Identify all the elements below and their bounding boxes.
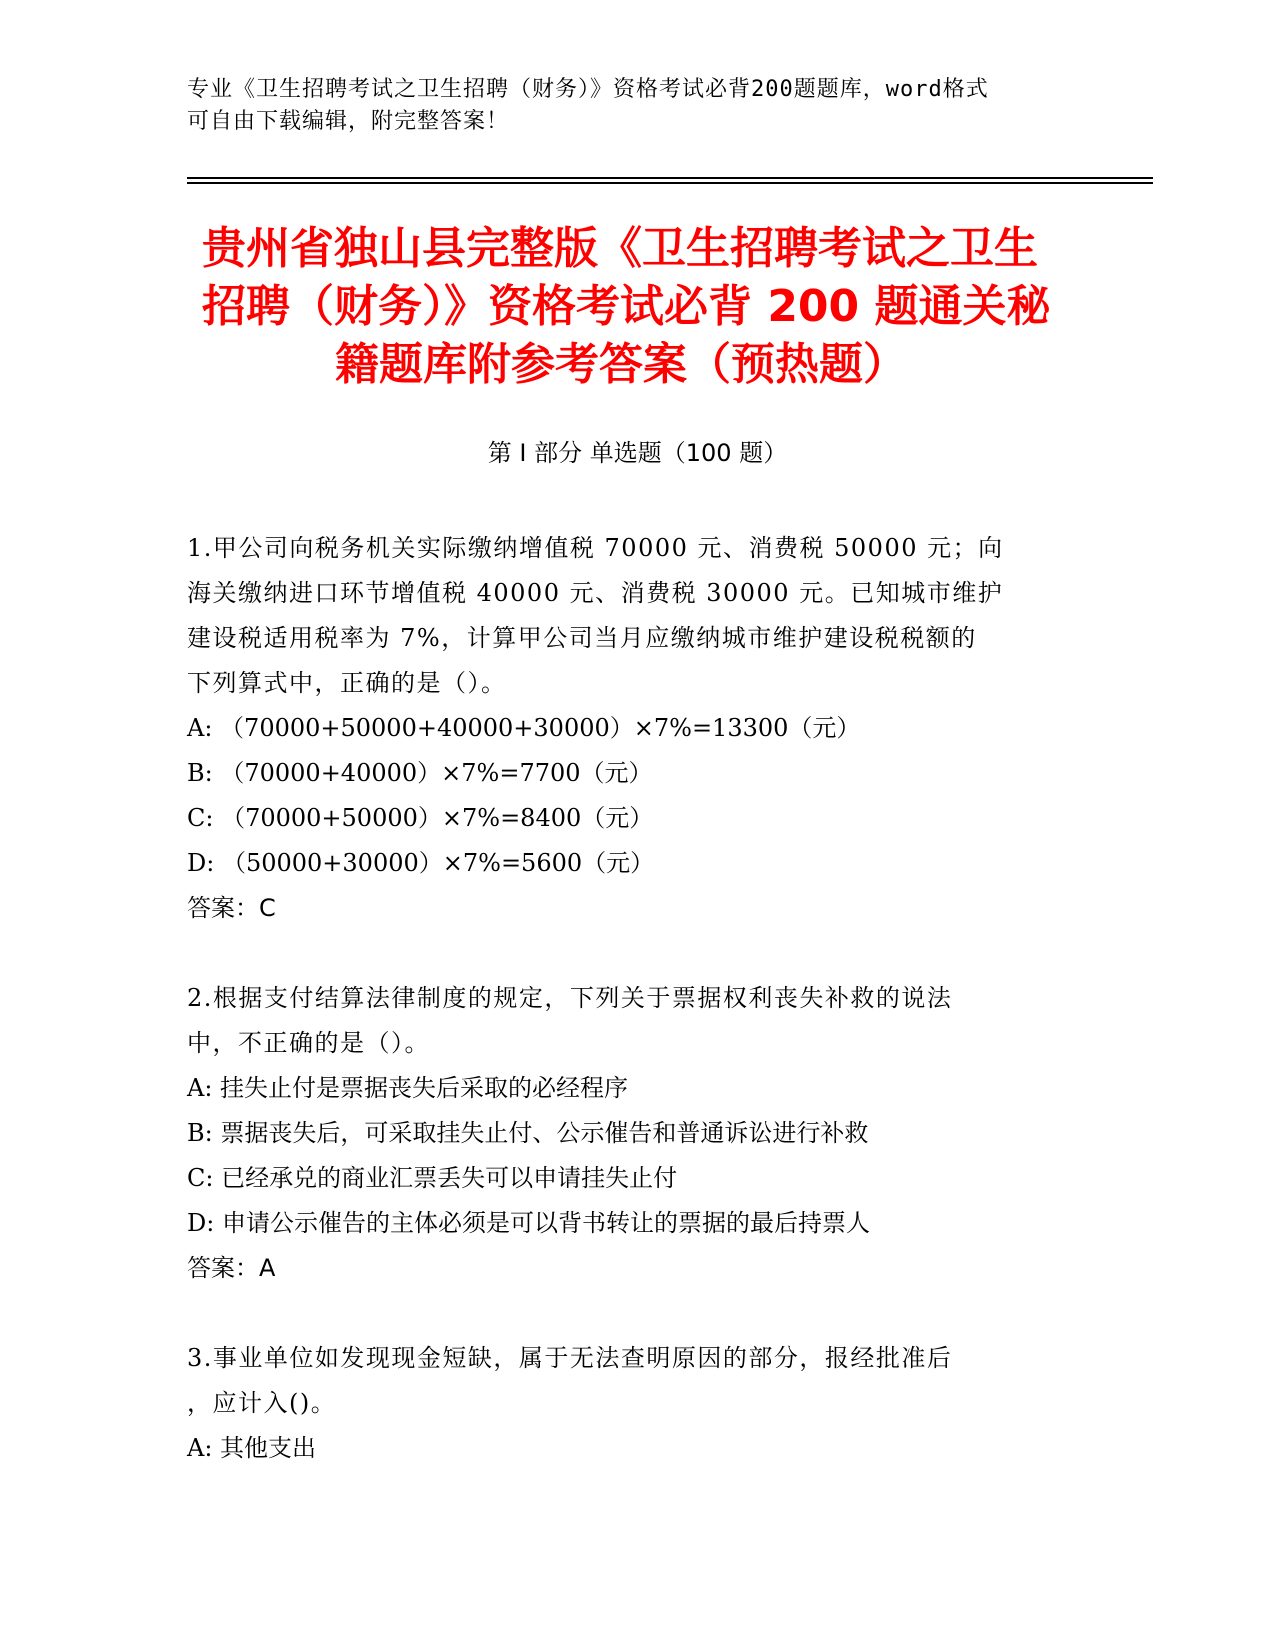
- question-2: [187, 976, 1067, 1291]
- option-b: B: 票据丧失后，可采取挂失止付、公示催告和普通诉讼进行补救: [187, 1119, 869, 1147]
- question-spacer: [187, 931, 1067, 976]
- section-heading: 第 I 部分 单选题（100 题）: [487, 439, 788, 467]
- question-stem-line: 1.甲公司向税务机关实际缴纳增值税 70000 元、消费税 50000 元；向: [187, 534, 1004, 562]
- question-stem-line: 2.根据支付结算法律制度的规定，下列关于票据权利丧失补救的说法: [187, 984, 953, 1012]
- question-stem-line: 建设税适用税率为 7%，计算甲公司当月应缴纳城市维护建设税税额的: [187, 624, 977, 652]
- question-stem-line: 3.事业单位如发现现金短缺，属于无法查明原因的部分，报经批准后: [187, 1344, 953, 1372]
- header-divider-bottom: [187, 182, 1153, 184]
- option-a: A: （70000+50000+40000+30000）×7%=13300（元）: [187, 714, 861, 742]
- title-line: 籍题库附参考答案（预热题）: [335, 339, 907, 390]
- document-title: [187, 220, 1097, 394]
- question-spacer: [187, 1291, 1067, 1336]
- option-b: B: （70000+40000）×7%=7700（元）: [187, 759, 653, 787]
- question-stem-line: ，应计入()。: [187, 1389, 337, 1417]
- answer: 答案：A: [187, 1254, 276, 1282]
- answer: 答案：C: [187, 894, 276, 922]
- question-list: [187, 526, 1067, 1471]
- question-stem-line: 中，不正确的是（）。: [187, 1029, 430, 1057]
- option-c: C: 已经承兑的商业汇票丢失可以申请挂失止付: [187, 1164, 678, 1192]
- option-a: A: 挂失止付是票据丧失后采取的必经程序: [187, 1074, 629, 1102]
- option-c: C: （70000+50000）×7%=8400（元）: [187, 804, 654, 832]
- header-divider-top: [187, 177, 1153, 179]
- option-d: D: 申请公示催告的主体必须是可以背书转让的票据的最后持票人: [187, 1209, 870, 1237]
- header-note-line: 可自由下载编辑，附完整答案！: [187, 109, 510, 134]
- header-note: [187, 74, 1067, 138]
- header-note-line: 专业《卫生招聘考试之卫生招聘（财务）》资格考试必背200题题库，word格式: [187, 77, 989, 102]
- option-d: D: （50000+30000）×7%=5600（元）: [187, 849, 655, 877]
- question-3: [187, 1336, 1067, 1471]
- question-1: [187, 526, 1067, 931]
- question-stem-line: 下列算式中，正确的是（）。: [187, 669, 507, 697]
- title-line: 招聘（财务）》资格考试必背 200 题通关秘: [202, 281, 1051, 332]
- option-a: A: 其他支出: [187, 1434, 317, 1462]
- question-stem-line: 海关缴纳进口环节增值税 40000 元、消费税 30000 元。已知城市维护: [187, 579, 1004, 607]
- title-line: 贵州省独山县完整版《卫生招聘考试之卫生: [202, 223, 1038, 274]
